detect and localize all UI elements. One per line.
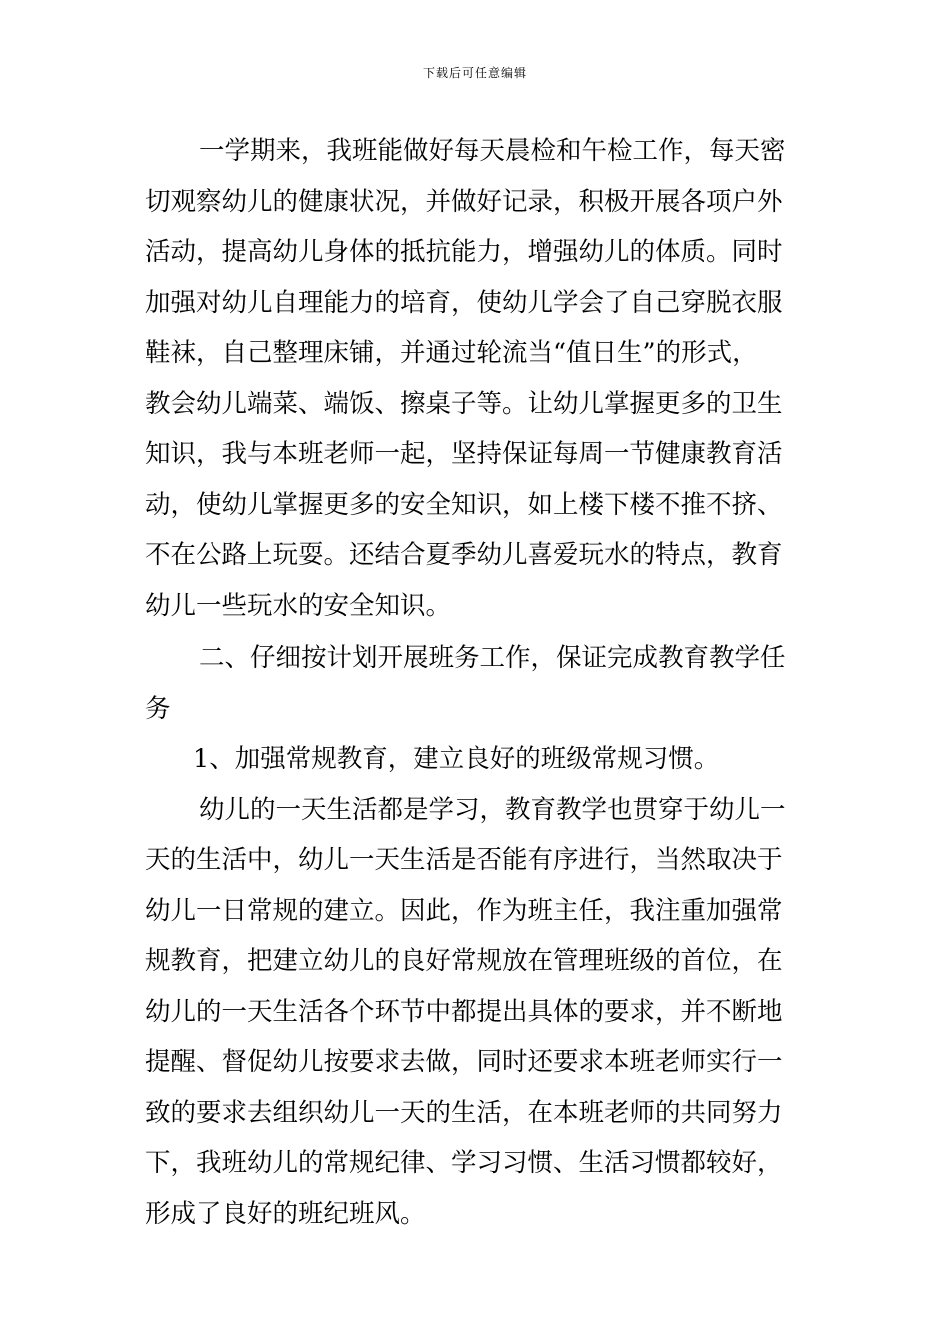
text-line: 教会幼儿端菜、端饭、擦桌子等。让幼儿掌握更多的卫生 <box>145 388 783 419</box>
text-line: 提醒、督促幼儿按要求去做，同时还要求本班老师实行一 <box>145 1047 783 1077</box>
text-line: 知识，我与本班老师一起，坚持保证每周一节健康教育活 <box>145 439 783 469</box>
paragraph-routine-education <box>145 785 807 1240</box>
text-line: 一学期来，我班能做好每天晨检和午检工作，每天密 <box>199 136 786 166</box>
text-line: 下，我班幼儿的常规纪律、学习习惯、生活习惯都较好， <box>145 1148 783 1178</box>
text-line: 幼儿的一天生活各个环节中都提出具体的要求，并不断地 <box>145 996 783 1027</box>
document-body <box>145 126 807 1239</box>
paragraph-health-work <box>145 126 807 631</box>
subheading-routine-education <box>145 734 807 785</box>
text-line: 加强对幼儿自理能力的培育，使幼儿学会了自己穿脱衣服 <box>145 287 783 318</box>
section-heading-class-work <box>145 633 807 734</box>
text-line: 幼儿的一天生活都是学习，教育教学也贯穿于幼儿一 <box>199 794 786 825</box>
text-line: 切观察幼儿的健康状况，并做好记录，积极开展各项户外 <box>145 186 783 217</box>
text-line: 规教育，把建立幼儿的良好常规放在管理班级的首位，在 <box>145 946 783 976</box>
text-line: 动，使幼儿掌握更多的安全知识，如上楼下楼不推不挤、 <box>145 489 783 520</box>
text-line: 活动，提高幼儿身体的抵抗能力，增强幼儿的体质。同时 <box>145 237 783 267</box>
text-line: 务 <box>145 693 171 724</box>
page-header: 下载后可任意编辑 <box>422 66 527 80</box>
text-line: 形成了良好的班纪班风。 <box>145 1198 426 1229</box>
text-line: 幼儿一些玩水的安全知识。 <box>145 590 452 621</box>
text-line: 1、加强常规教育，建立良好的班级常规习惯。 <box>193 744 720 774</box>
text-line: 二、仔细按计划开展班务工作，保证完成教育教学任 <box>199 643 786 673</box>
text-line: 鞋袜，自己整理床铺，并通过轮流当“值日生”的形式， <box>145 338 758 368</box>
text-line: 幼儿一日常规的建立。因此，作为班主任，我注重加强常 <box>145 895 783 926</box>
text-line: 天的生活中，幼儿一天生活是否能有序进行，当然取决于 <box>145 845 783 875</box>
text-line: 致的要求去组织幼儿一天的生活，在本班老师的共同努力 <box>145 1097 783 1128</box>
text-line: 不在公路上玩耍。还结合夏季幼儿喜爱玩水的特点，教育 <box>145 540 783 570</box>
